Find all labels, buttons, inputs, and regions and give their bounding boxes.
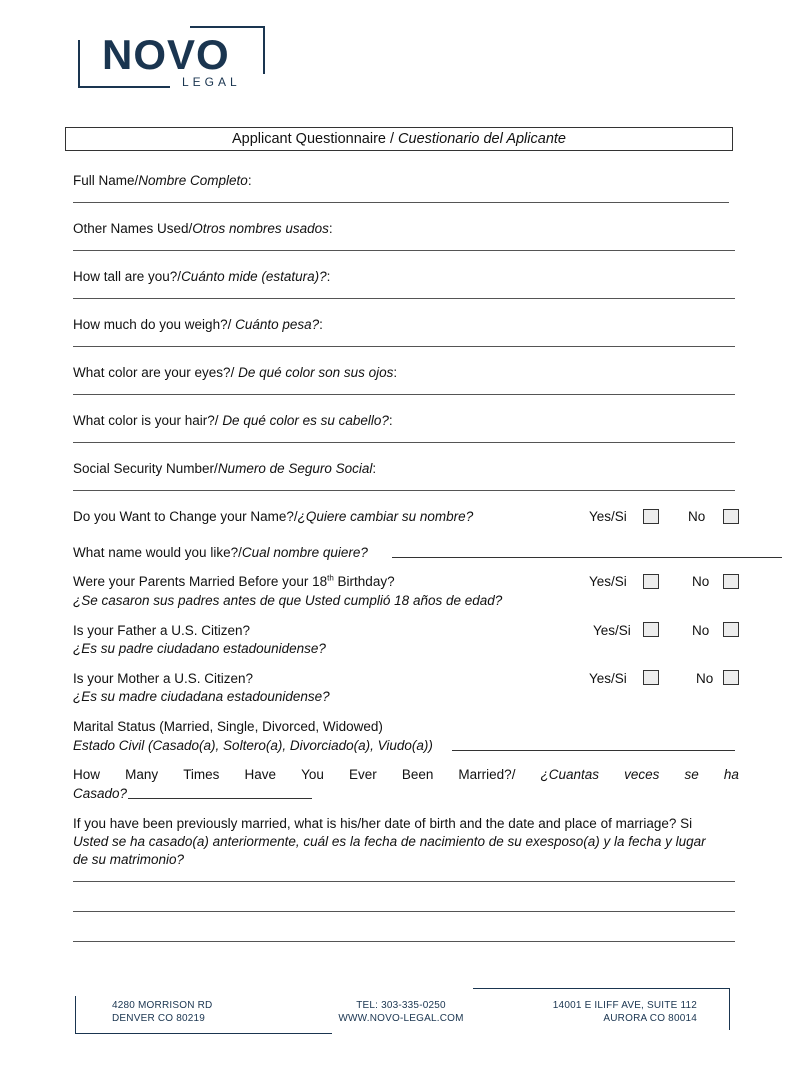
parents-married-yes-label: Yes/Si [589, 574, 627, 589]
mother-citizen-yes-checkbox[interactable] [643, 670, 659, 685]
new-name-field[interactable] [392, 544, 782, 558]
weight-field[interactable] [73, 346, 735, 347]
form-title: Applicant Questionnaire / [232, 131, 399, 147]
change-name-no-label: No [688, 509, 706, 524]
other-names-label: Other Names Used/Otros nombres usados: [73, 221, 333, 236]
times-married-label-es: Casado? [73, 786, 128, 801]
full-name-field[interactable] [73, 202, 729, 203]
parents-married-label: Were your Parents Married Before your 18th Birthday? [73, 573, 395, 589]
previous-marriage-field-3[interactable] [73, 941, 735, 942]
full-name-label: Full Name/Nombre Completo: [73, 173, 252, 188]
form-title-es: Cuestionario del Aplicante [398, 131, 566, 147]
logo-subtext: LEGAL [182, 75, 241, 89]
father-citizen-yes-checkbox[interactable] [643, 622, 659, 637]
father-citizen-no-label: No [692, 623, 710, 638]
hair-field[interactable] [73, 442, 735, 443]
mother-citizen-no-label: No [696, 671, 714, 686]
ssn-label: Social Security Number/Numero de Seguro Social: [73, 461, 377, 476]
mother-citizen-label-es: ¿Es su madre ciudadana estadounidense? [73, 689, 330, 704]
mother-citizen-no-checkbox[interactable] [723, 670, 739, 685]
father-citizen-label-es: ¿Es su padre ciudadano estadounidense? [73, 641, 326, 656]
footer-phone: TEL: 303-335-0250 [356, 1000, 446, 1011]
eyes-label: What color are your eyes?/ De qué color son sus ojos: [73, 365, 398, 380]
logo [78, 26, 266, 90]
footer-frame-bottom [75, 1033, 332, 1034]
parents-married-yes-checkbox[interactable] [643, 574, 659, 589]
ssn-field[interactable] [73, 490, 735, 491]
other-names-field[interactable] [73, 250, 735, 251]
footer-frame-top [473, 988, 730, 989]
footer-website[interactable]: WWW.NOVO-LEGAL.COM [338, 1013, 464, 1024]
change-name-yes-label: Yes/Si [589, 509, 627, 524]
marital-status-label-es: Estado Civil (Casado(a), Soltero(a), Divorciado(a), Viudo(a)) [73, 738, 433, 753]
form-title-box [65, 127, 733, 151]
father-citizen-no-checkbox[interactable] [723, 622, 739, 637]
new-name-label: What name would you like?/Cual nombre quiere? [73, 545, 368, 560]
marital-status-label: Marital Status (Married, Single, Divorced, Widowed) [73, 719, 383, 734]
parents-married-label-es: ¿Se casaron sus padres antes de que Usted cumplió 18 años de edad? [73, 593, 503, 608]
previous-marriage-label-es-2: de su matrimonio? [73, 852, 185, 867]
father-citizen-label: Is your Father a U.S. Citizen? [73, 623, 251, 638]
height-label: How tall are you?/Cuánto mide (estatura)?: [73, 269, 331, 284]
previous-marriage-field-1[interactable] [73, 881, 735, 882]
mother-citizen-yes-label: Yes/Si [589, 671, 627, 686]
times-married-label: How Many Times Have You Ever Been Married?/ ¿Cuantas veces se ha [73, 767, 739, 782]
mother-citizen-label: Is your Mother a U.S. Citizen? [73, 671, 254, 686]
parents-married-no-label: No [692, 574, 710, 589]
father-citizen-yes-label: Yes/Si [593, 623, 631, 638]
change-name-no-checkbox[interactable] [723, 509, 739, 524]
previous-marriage-label-es-1: Usted se ha casado(a) anteriormente, cuál es la fecha de nacimiento de su exesposo(a) y la fecha y lugar [73, 834, 706, 849]
logo-text: NOVO [102, 31, 230, 78]
previous-marriage-field-2[interactable] [73, 911, 735, 912]
times-married-field[interactable] [128, 785, 312, 799]
footer-address-left-1: 4280 MORRISON RD [112, 1000, 213, 1011]
marital-status-field[interactable] [452, 737, 735, 751]
change-name-label: Do you Want to Change your Name?/¿Quiere cambiar su nombre? [73, 509, 474, 524]
eyes-field[interactable] [73, 394, 735, 395]
footer-frame-left [75, 996, 76, 1034]
footer-address-right-1: 14001 E ILIFF AVE, SUITE 112 [552, 1000, 697, 1011]
parents-married-no-checkbox[interactable] [723, 574, 739, 589]
weight-label: How much do you weigh?/ Cuánto pesa?: [73, 317, 323, 332]
footer-address-left-2: DENVER CO 80219 [112, 1013, 206, 1024]
change-name-yes-checkbox[interactable] [643, 509, 659, 524]
hair-label: What color is your hair?/ De qué color es su cabello?: [73, 413, 393, 428]
height-field[interactable] [73, 298, 735, 299]
footer-address-right-2: AURORA CO 80014 [603, 1013, 697, 1024]
previous-marriage-label: If you have been previously married, what is his/her date of birth and the date and place of marriage? Si [73, 816, 693, 831]
footer-frame-right [729, 988, 730, 1030]
